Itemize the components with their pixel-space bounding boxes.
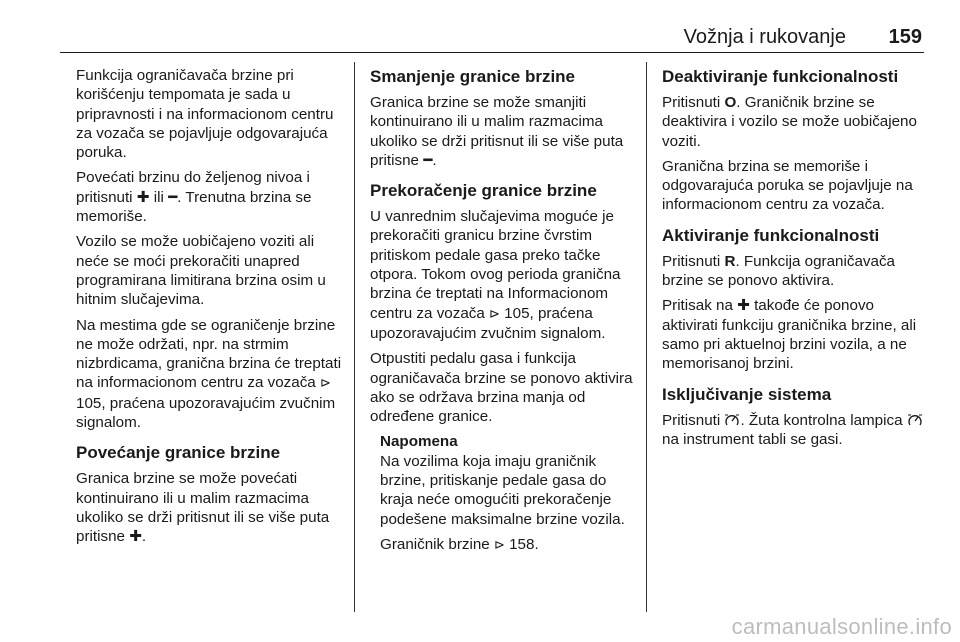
note-box [380,432,638,555]
column-2 [370,66,638,561]
watermark: carmanualsonline.info [731,614,952,639]
page-ref-icon: ⊳ [489,306,500,322]
paragraph: Otpustiti pedalu gasa i funkcija ograničavača brzine se ponovo aktivira ako se održava brzina manja od određene granice. [370,350,633,426]
plus-icon: ✚ [129,528,142,546]
section-heading: Deaktiviranje funkcionalnosti [662,67,899,86]
page-ref-icon: ⊳ [493,537,505,553]
page-ref[interactable]: 158 [509,535,535,553]
column-divider [646,62,647,612]
column-3 [662,66,930,455]
section-heading: Smanjenje granice brzine [370,67,576,86]
note-title: Napomena [380,433,458,451]
page-ref[interactable]: 105 [504,304,530,322]
column-1 [76,66,346,553]
off-button-icon: O [724,94,737,111]
paragraph: Granična brzina se memoriše i odgovarajuća poruka se pojavljuje na informacionom centru za vozača. [662,157,913,214]
paragraph: Pritisak na ✚ takođe će ponovo aktivirati funkciju graničnika brzine, ali samo pri aktuelnoj brzini vozila, a ne memorisanoj brzini. [662,297,917,373]
minus-icon: ━ [168,188,178,206]
resume-key: R [724,252,736,270]
paragraph: Pritisnuti R. Funkcija ograničavača brzine se ponovo aktivira. [662,252,895,290]
plus-icon: ✚ [737,297,750,315]
paragraph: Granica brzine se može povećati kontinuirano ili u malim razmacima ukoliko se drži pritisnut ili se više puta pritisne ✚. [76,470,330,546]
page-header [60,20,924,53]
paragraph: Povećati brzinu do željenog nivoa i pritisnuti ✚ ili ━. Trenutna brzina se memoriše. [76,169,312,226]
paragraph: Pritisnuti O. Graničnik brzine se deaktivira i vozilo se može uobičajeno voziti. [662,94,917,150]
limiter-icon [724,413,740,427]
chapter-title: Vožnja i rukovanje [683,26,846,48]
page-ref-icon: ⊳ [319,376,331,392]
plus-icon: ✚ [136,188,150,206]
section-heading: Isključivanje sistema [662,384,832,404]
paragraph: Vozilo se može uobičajeno voziti ali neće se moći prekoračiti unapred programirana limitirana brzina osim u hitnim slučajevima. [76,233,326,309]
limiter-icon [907,413,923,427]
minus-icon: ━ [423,151,433,169]
section-heading: Prekoračenje granice brzine [370,181,597,201]
paragraph: U vanrednim slučajevima moguće je prekoračiti granicu brzine čvrstim pritiskom pedale gasa preko tačke otpora. Tokom ovog perioda granična brzina će treptati na Informacionom centru za vozača ⊳ 105, praćena upozoravajućim zvučnim signalom. [370,208,621,342]
section-heading: Povećanje granice brzine [76,443,281,463]
page-number: 159 [888,26,922,48]
paragraph: Pritisnuti . Žuta kontrolna lampica na instrument tabli se gasi. [662,411,930,450]
paragraph: Graničnik brzine ⊳ 158. [380,535,539,553]
paragraph: Granica brzine se može smanjiti kontinuirano ili u malim razmacima ukoliko se drži pritisnut ili se više puta pritisne ━. [370,94,624,169]
column-divider [354,62,355,612]
note-text: Na vozilima koja imaju graničnik brzine, pritiskanje pedale gasa do kraja neće omogućiti prekoračenje podešene maksimalne brzine vozila. [380,452,625,528]
paragraph: Na mestima gde se ograničenje brzine ne može održati, npr. na strmim nizbrdicama, granična brzina će treptati na informacionom centru za vozača ⊳ 105, praćena upozoravajućim zvučnim signalom. [76,316,342,432]
page-ref[interactable]: 105 [76,394,102,412]
paragraph: Funkcija ograničavača brzine pri korišćenju tempomata je sada u pripravnosti i na informacionom centru za vozača se pojavljuje odgovarajuća poruka. [76,67,334,162]
section-heading: Aktiviranje funkcionalnosti [662,225,880,245]
